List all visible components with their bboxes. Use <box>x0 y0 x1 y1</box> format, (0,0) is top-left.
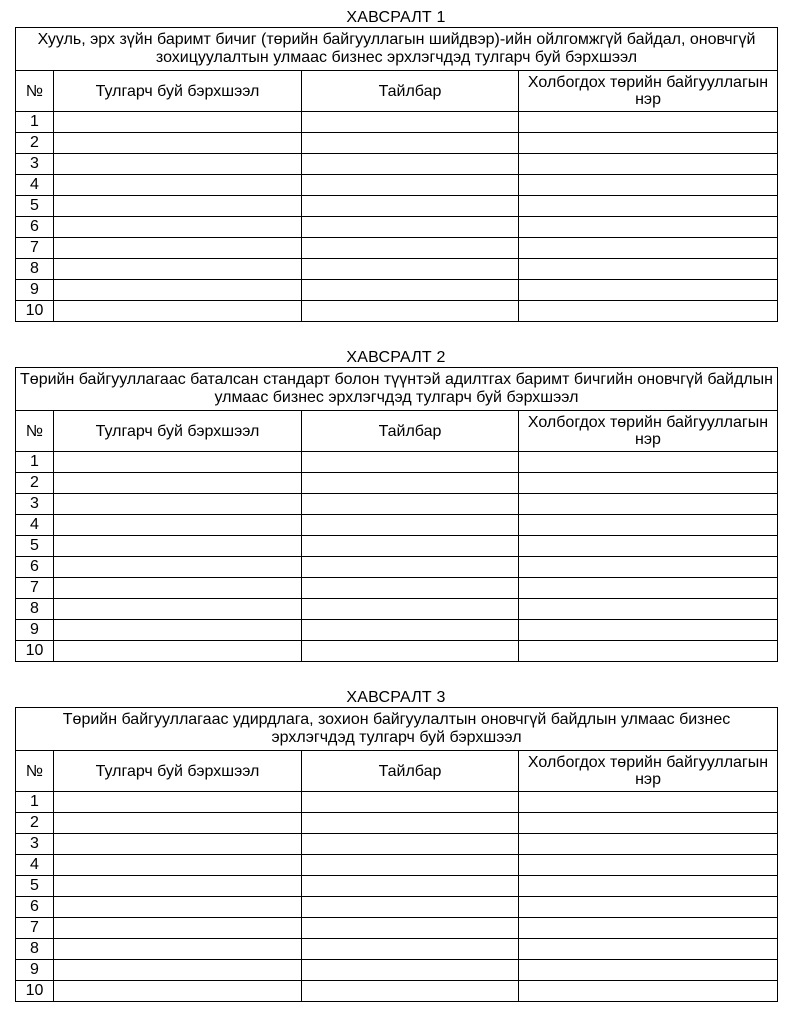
row-number: 1 <box>16 112 54 133</box>
row-number: 9 <box>16 620 54 641</box>
description-cell[interactable] <box>302 494 519 515</box>
organization-cell[interactable] <box>519 792 778 813</box>
description-cell[interactable] <box>302 280 519 301</box>
obstacle-cell[interactable] <box>54 133 302 154</box>
organization-cell[interactable] <box>519 939 778 960</box>
organization-cell[interactable] <box>519 196 778 217</box>
description-cell[interactable] <box>302 301 519 322</box>
description-cell[interactable] <box>302 897 519 918</box>
table-row <box>16 301 778 322</box>
obstacle-cell[interactable] <box>54 599 302 620</box>
table-row <box>16 280 778 301</box>
organization-cell[interactable] <box>519 154 778 175</box>
table-row <box>16 939 778 960</box>
description-cell[interactable] <box>302 557 519 578</box>
description-cell[interactable] <box>302 641 519 662</box>
table-row <box>16 578 778 599</box>
organization-cell[interactable] <box>519 133 778 154</box>
obstacle-cell[interactable] <box>54 876 302 897</box>
organization-cell[interactable] <box>519 620 778 641</box>
obstacle-cell[interactable] <box>54 960 302 981</box>
obstacle-cell[interactable] <box>54 897 302 918</box>
description-cell[interactable] <box>302 238 519 259</box>
header-row <box>16 71 778 112</box>
obstacle-cell[interactable] <box>54 620 302 641</box>
annex-title: ХАВСРАЛТ 1 <box>346 9 446 26</box>
row-number: 5 <box>16 536 54 557</box>
annex-title: ХАВСРАЛТ 2 <box>346 349 446 366</box>
organization-cell[interactable] <box>519 536 778 557</box>
row-number: 10 <box>16 641 54 662</box>
description-cell[interactable] <box>302 175 519 196</box>
table-row <box>16 133 778 154</box>
table-row <box>16 834 778 855</box>
obstacle-cell[interactable] <box>54 280 302 301</box>
obstacle-cell[interactable] <box>54 196 302 217</box>
row-number: 7 <box>16 578 54 599</box>
table-row <box>16 259 778 280</box>
obstacle-cell[interactable] <box>54 217 302 238</box>
header-row <box>16 411 778 452</box>
annex-1 <box>15 9 777 322</box>
row-number: 7 <box>16 918 54 939</box>
organization-cell[interactable] <box>519 259 778 280</box>
obstacle-cell[interactable] <box>54 939 302 960</box>
row-number: 8 <box>16 259 54 280</box>
table-row <box>16 641 778 662</box>
organization-cell[interactable] <box>519 494 778 515</box>
table-row <box>16 855 778 876</box>
row-number: 4 <box>16 855 54 876</box>
obstacle-cell[interactable] <box>54 918 302 939</box>
row-number: 6 <box>16 557 54 578</box>
description-cell[interactable] <box>302 981 519 1002</box>
organization-cell[interactable] <box>519 280 778 301</box>
table-row <box>16 620 778 641</box>
row-number: 3 <box>16 494 54 515</box>
description-cell[interactable] <box>302 452 519 473</box>
description-cell[interactable] <box>302 813 519 834</box>
annex-table <box>15 367 778 662</box>
obstacle-cell[interactable] <box>54 473 302 494</box>
description-cell[interactable] <box>302 196 519 217</box>
organization-cell[interactable] <box>519 217 778 238</box>
obstacle-cell[interactable] <box>54 112 302 133</box>
obstacle-column-header: Тулгарч буй бэрхшээл <box>54 71 302 112</box>
obstacle-column-header: Тулгарч буй бэрхшээл <box>54 411 302 452</box>
obstacle-cell[interactable] <box>54 792 302 813</box>
table-caption: Төрийн байгууллагаас баталсан стандарт болон түүнтэй адилтгах баримт бичгийн оновчгүй байдлын улмаас бизнес эрхлэгчдэд тулгарч буй бэрхшээл <box>16 368 778 411</box>
organization-cell[interactable] <box>519 473 778 494</box>
description-cell[interactable] <box>302 599 519 620</box>
table-row <box>16 515 778 536</box>
organization-cell[interactable] <box>519 599 778 620</box>
table-row <box>16 981 778 1002</box>
row-number: 1 <box>16 792 54 813</box>
organization-column-header: Холбогдох төрийн байгууллагын нэр <box>519 71 778 112</box>
description-cell[interactable] <box>302 855 519 876</box>
obstacle-cell[interactable] <box>54 834 302 855</box>
row-number: 8 <box>16 599 54 620</box>
caption-row <box>16 28 778 71</box>
table-row <box>16 494 778 515</box>
table-caption: Төрийн байгууллагаас удирдлага, зохион байгуулалтын оновчгүй байдлын улмаас бизнес эрхлэгчдэд тулгарч буй бэрхшээл <box>16 708 778 751</box>
description-cell[interactable] <box>302 473 519 494</box>
obstacle-cell[interactable] <box>54 557 302 578</box>
obstacle-cell[interactable] <box>54 301 302 322</box>
obstacle-cell[interactable] <box>54 515 302 536</box>
row-number: 6 <box>16 897 54 918</box>
row-number: 3 <box>16 834 54 855</box>
annex-title: ХАВСРАЛТ 3 <box>346 689 446 706</box>
organization-cell[interactable] <box>519 960 778 981</box>
obstacle-cell[interactable] <box>54 981 302 1002</box>
table-row <box>16 813 778 834</box>
description-cell[interactable] <box>302 960 519 981</box>
table-row <box>16 536 778 557</box>
organization-cell[interactable] <box>519 238 778 259</box>
row-number: 5 <box>16 876 54 897</box>
description-cell[interactable] <box>302 620 519 641</box>
annex-table <box>15 27 778 322</box>
obstacle-cell[interactable] <box>54 855 302 876</box>
obstacle-cell[interactable] <box>54 154 302 175</box>
organization-cell[interactable] <box>519 578 778 599</box>
row-number: 5 <box>16 196 54 217</box>
description-cell[interactable] <box>302 792 519 813</box>
description-cell[interactable] <box>302 515 519 536</box>
table-row <box>16 154 778 175</box>
row-number: 10 <box>16 981 54 1002</box>
row-number: 7 <box>16 238 54 259</box>
organization-cell[interactable] <box>519 175 778 196</box>
number-column-header: № <box>16 71 54 112</box>
obstacle-cell[interactable] <box>54 259 302 280</box>
obstacle-cell[interactable] <box>54 641 302 662</box>
organization-column-header: Холбогдох төрийн байгууллагын нэр <box>519 411 778 452</box>
table-row <box>16 238 778 259</box>
row-number: 8 <box>16 939 54 960</box>
obstacle-cell[interactable] <box>54 238 302 259</box>
description-cell[interactable] <box>302 536 519 557</box>
organization-cell[interactable] <box>519 834 778 855</box>
description-cell[interactable] <box>302 876 519 897</box>
organization-cell[interactable] <box>519 641 778 662</box>
description-cell[interactable] <box>302 112 519 133</box>
annex-2 <box>15 349 777 662</box>
table-row <box>16 876 778 897</box>
annex-3 <box>15 689 777 1002</box>
organization-cell[interactable] <box>519 557 778 578</box>
obstacle-cell[interactable] <box>54 536 302 557</box>
row-number: 2 <box>16 473 54 494</box>
description-column-header: Тайлбар <box>302 751 519 792</box>
obstacle-cell[interactable] <box>54 813 302 834</box>
description-column-header: Тайлбар <box>302 71 519 112</box>
table-row <box>16 217 778 238</box>
description-cell[interactable] <box>302 133 519 154</box>
table-row <box>16 897 778 918</box>
row-number: 4 <box>16 175 54 196</box>
row-number: 1 <box>16 452 54 473</box>
description-cell[interactable] <box>302 154 519 175</box>
organization-column-header: Холбогдох төрийн байгууллагын нэр <box>519 751 778 792</box>
obstacle-cell[interactable] <box>54 452 302 473</box>
organization-cell[interactable] <box>519 515 778 536</box>
table-row <box>16 112 778 133</box>
organization-cell[interactable] <box>519 876 778 897</box>
row-number: 3 <box>16 154 54 175</box>
obstacle-cell[interactable] <box>54 578 302 599</box>
row-number: 10 <box>16 301 54 322</box>
description-cell[interactable] <box>302 259 519 280</box>
organization-cell[interactable] <box>519 918 778 939</box>
organization-cell[interactable] <box>519 112 778 133</box>
table-row <box>16 918 778 939</box>
description-cell[interactable] <box>302 939 519 960</box>
row-number: 9 <box>16 960 54 981</box>
organization-cell[interactable] <box>519 981 778 1002</box>
row-number: 4 <box>16 515 54 536</box>
table-row <box>16 960 778 981</box>
table-row <box>16 473 778 494</box>
obstacle-cell[interactable] <box>54 494 302 515</box>
description-column-header: Тайлбар <box>302 411 519 452</box>
row-number: 9 <box>16 280 54 301</box>
row-number: 2 <box>16 813 54 834</box>
row-number: 6 <box>16 217 54 238</box>
row-number: 2 <box>16 133 54 154</box>
organization-cell[interactable] <box>519 452 778 473</box>
table-row <box>16 452 778 473</box>
description-cell[interactable] <box>302 578 519 599</box>
organization-cell[interactable] <box>519 301 778 322</box>
description-cell[interactable] <box>302 217 519 238</box>
organization-cell[interactable] <box>519 855 778 876</box>
caption-row <box>16 708 778 751</box>
organization-cell[interactable] <box>519 813 778 834</box>
number-column-header: № <box>16 751 54 792</box>
annex-table <box>15 707 778 1002</box>
header-row <box>16 751 778 792</box>
table-caption: Хууль, эрх зүйн баримт бичиг (төрийн байгууллагын шийдвэр)-ийн ойлгомжгүй байдал, оновчгүй зохицуулалтын улмаас бизнес эрхлэгчдэд тулгарч буй бэрхшээл <box>16 28 778 71</box>
table-row <box>16 599 778 620</box>
description-cell[interactable] <box>302 834 519 855</box>
table-row <box>16 557 778 578</box>
obstacle-cell[interactable] <box>54 175 302 196</box>
table-row <box>16 792 778 813</box>
table-row <box>16 196 778 217</box>
table-row <box>16 175 778 196</box>
obstacle-column-header: Тулгарч буй бэрхшээл <box>54 751 302 792</box>
description-cell[interactable] <box>302 918 519 939</box>
number-column-header: № <box>16 411 54 452</box>
organization-cell[interactable] <box>519 897 778 918</box>
caption-row <box>16 368 778 411</box>
